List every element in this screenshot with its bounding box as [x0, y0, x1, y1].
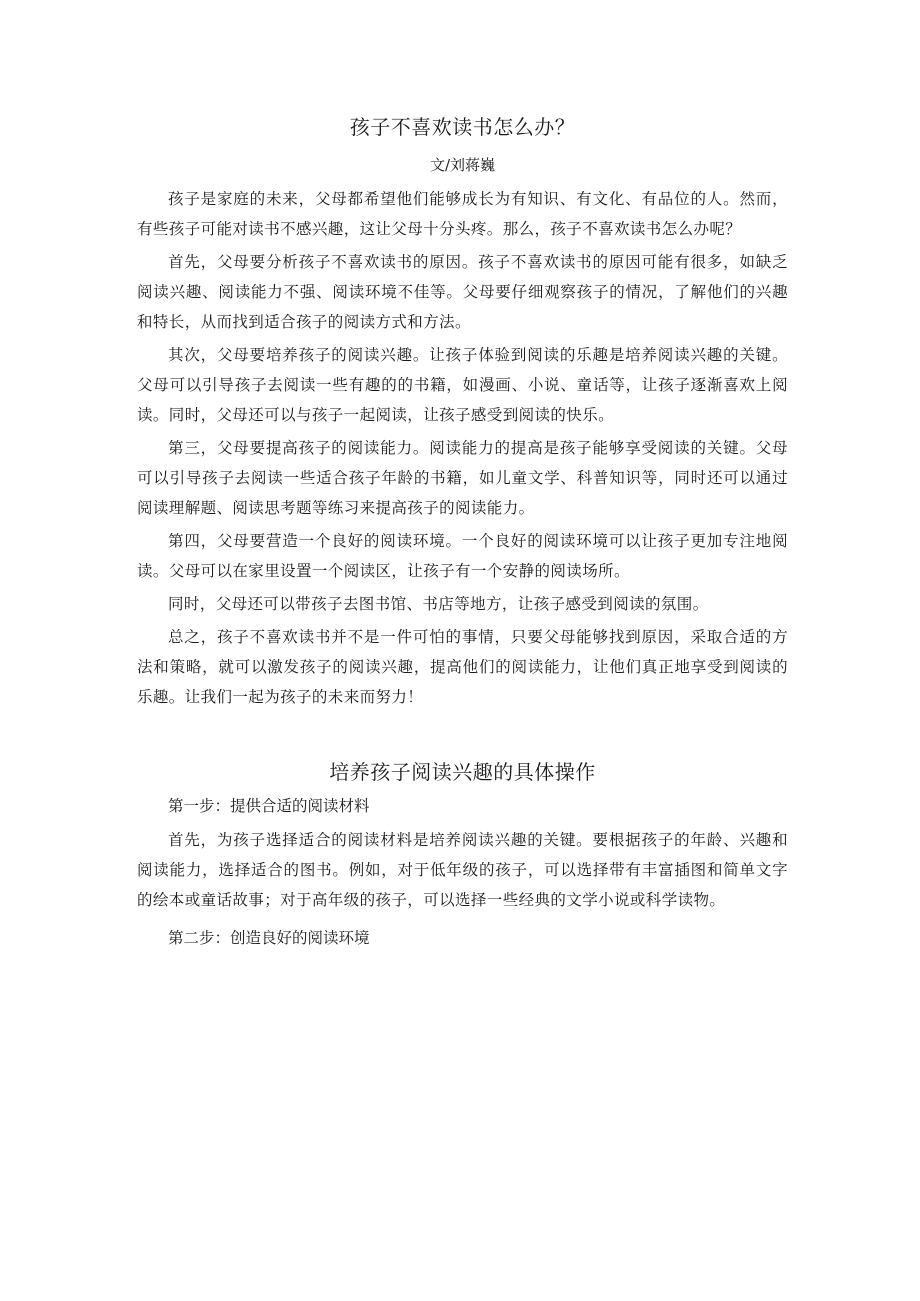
step1-paragraph: 首先，为孩子选择适合的阅读材料是培养阅读兴趣的关键。要根据孩子的年龄、兴趣和阅读能力，选择适合的图书。例如，对于低年级的孩子，可以选择带有丰富插图和简单文字的绘本或童话故事；对于高年级的孩子，可以选择一些经典的文学小说或科学读物。: [137, 831, 788, 909]
article-paragraph-conclusion: 总之，孩子不喜欢读书并不是一件可怕的事情，只要父母能够找到原因，采取合适的方法和策略，就可以激发孩子的阅读兴趣，提高他们的阅读能力，让他们真正地享受到阅读的乐趣。让我们一起为孩子的未来而努力！: [137, 628, 788, 706]
article-paragraph-fourth: 第四，父母要营造一个良好的阅读环境。一个良好的阅读环境可以让孩子更加专注地阅读。父母可以在家里设置一个阅读区，让孩子有一个安静的阅读场所。: [137, 532, 788, 580]
article-paragraph-third: 第三，父母要提高孩子的阅读能力。阅读能力的提高是孩子能够享受阅读的关键。父母可以引导孩子去阅读一些适合孩子年龄的书籍，如儿童文学、科普知识等，同时还可以通过阅读理解题、阅读思考题等练习来提高孩子的阅读能力。: [137, 439, 788, 517]
article-title: 孩子不喜欢读书怎么办？: [349, 115, 576, 139]
article-paragraph-intro: 孩子是家庭的未来，父母都希望他们能够成长为有知识、有文化、有品位的人。然而，有些孩子可能对读书不感兴趣，这让父母十分头疼。那么，孩子不喜欢读书怎么办呢？: [137, 190, 788, 238]
step2-heading: 第二步：创造良好的阅读环境: [168, 929, 370, 947]
article-paragraph-second: 其次，父母要培养孩子的阅读兴趣。让孩子体验到阅读的乐趣是培养阅读兴趣的关键。父母可以引导孩子去阅读一些有趣的的书籍，如漫画、小说、童话等，让孩子逐渐喜欢上阅读。同时，父母还可以与孩子一起阅读，让孩子感受到阅读的快乐。: [137, 346, 788, 424]
article-author: 文/刘蒋巍: [429, 156, 496, 174]
step1-heading: 第一步：提供合适的阅读材料: [168, 797, 370, 815]
section-title: 培养孩子阅读兴趣的具体操作: [329, 760, 596, 784]
article-paragraph-meanwhile: 同时，父母还可以带孩子去图书馆、书店等地方，让孩子感受到阅读的氛围。: [168, 595, 709, 613]
document-content: [137, 112, 788, 957]
article-paragraph-first: 首先，父母要分析孩子不喜欢读书的原因。孩子不喜欢读书的原因可能有很多，如缺乏阅读兴趣、阅读能力不强、阅读环境不佳等。父母要仔细观察孩子的情况，了解他们的兴趣和特长，从而找到适合孩子的阅读方式和方法。: [137, 253, 788, 331]
